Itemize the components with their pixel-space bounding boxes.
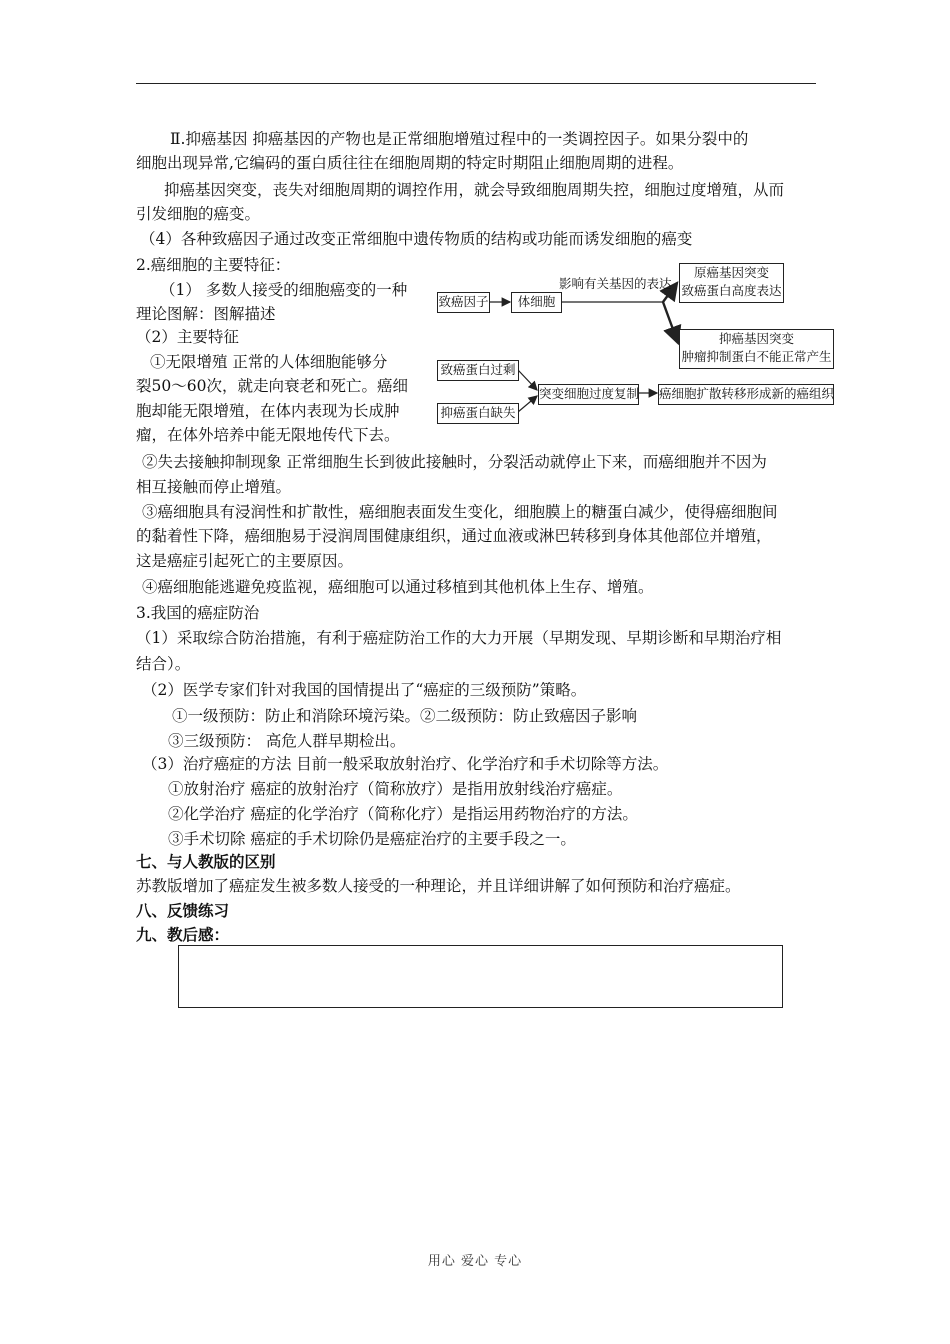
paragraph-theory-1: （1） 多数人接受的细胞癌变的一种 [160, 281, 408, 299]
feature-1-line-3: 胞却能无限增殖，在体内表现为长成肿 [136, 402, 400, 420]
feature-4: ④癌细胞能逃避免疫监视，癌细胞可以通过移植到其他机体上生存、增殖。 [142, 578, 654, 596]
feature-3-line-1: ③癌细胞具有浸润性和扩散性，癌细胞表面发生变化，细胞膜上的糖蛋白减少，使得癌细胞间 [142, 503, 778, 521]
feature-1-line-4: 瘤，在体外培养中能无限地传代下去。 [136, 426, 400, 444]
section-heading-prevention: 3.我国的癌症防治 [136, 604, 260, 622]
paragraph-suppressor-gene: Ⅱ.抑癌基因 抑癌基因的产物也是正常细胞增殖过程中的一类调控因子。如果分裂中的 [170, 130, 749, 148]
arrow-excess-to-mutant [518, 370, 537, 390]
paragraph-carcinogen-factors: （4）各种致癌因子通过改变正常细胞中遗传物质的结构或功能而诱发细胞的癌变 [140, 230, 693, 248]
feature-2-line-2: 相互接触而停止增殖。 [136, 478, 292, 496]
diagram-node-metastasis: 癌细胞扩散转移形成新的癌组织 [658, 384, 834, 405]
treatment-methods: （3）治疗癌症的方法 目前一般采取放射治疗、化学治疗和手术切除等方法。 [142, 755, 669, 773]
diagram-node-mutant-cell: 突变细胞过度复制 [538, 384, 639, 405]
diagram-node-excess-protein: 致癌蛋白过剩 [437, 360, 519, 381]
section-heading-9: 九、教后感： [136, 926, 230, 944]
arrow-to-suppressor [663, 302, 678, 343]
section-heading-cancer-features: 2.癌细胞的主要特征： [136, 256, 291, 274]
paragraph-suppressor-mutation: 抑癌基因突变，丧失对细胞周期的调控作用，就会导致细胞周期失控，细胞过度增殖，从而 [164, 181, 785, 199]
treatment-radiation: ①放射治疗 癌症的放射治疗（简称放疗）是指用放射线治疗癌症。 [168, 780, 623, 798]
oncogene-line-2: 致癌蛋白高度表达 [681, 283, 782, 298]
feature-2-line-1: ②失去接触抑制现象 正常细胞生长到彼此接触时，分裂活动就停止下来，而癌细胞并不因为 [142, 453, 767, 471]
feature-1-line-1: ①无限增殖 正常的人体细胞能够分 [150, 353, 388, 371]
treatment-chemo: ②化学治疗 癌症的化学治疗（简称化疗）是指运用药物治疗的方法。 [168, 805, 638, 823]
oncogene-line-1: 原癌基因突变 [693, 265, 769, 280]
diagram-node-carcinogen: 致癌因子 [437, 292, 490, 313]
prevention-levels-2: ③三级预防： 高危人群早期检出。 [168, 732, 406, 750]
prevention-2: （2）医学专家们针对我国的国情提出了“癌症的三级预防”策略。 [142, 681, 587, 699]
prevention-1-line-1: （1）采取综合防治措施，有利于癌症防治工作的大力开展（早期发现、早期诊断和早期治疗相 [136, 629, 782, 647]
paragraph-differences: 苏教版增加了癌症发生被多数人接受的一种理论，并且详细讲解了如何预防和治疗癌症。 [136, 877, 741, 895]
paragraph-suppressor-gene-cont: 细胞出现异常,它编码的蛋白质往往在细胞周期的特定时期阻止细胞周期的进程。 [136, 154, 684, 172]
treatment-surgery: ③手术切除 癌症的手术切除仍是癌症治疗的主要手段之一。 [168, 830, 576, 848]
prevention-levels-1: ①一级预防：防止和消除环境污染。②二级预防：防止致癌因子影响 [172, 707, 638, 725]
suppressor-line-1: 抑癌基因突变 [718, 331, 794, 346]
paragraph-suppressor-mutation-cont: 引发细胞的癌变。 [136, 205, 261, 223]
feature-3-line-3: 这是癌症引起死亡的主要原因。 [136, 552, 354, 570]
diagram-node-oncogene [679, 263, 784, 303]
feature-3-line-2: 的黏着性下降，癌细胞易于浸润周围健康组织，通过血液或淋巴转移到身体其他部位并增殖， [136, 527, 772, 545]
diagram-node-body-cell: 体细胞 [511, 292, 562, 313]
paragraph-theory-2: 理论图解：图解描述 [136, 305, 276, 323]
reflection-box[interactable] [178, 945, 783, 1008]
feature-1-line-2: 裂50～60次，就走向衰老和死亡。癌细 [136, 377, 408, 395]
arrow-missing-to-mutant [518, 396, 537, 412]
diagram-node-suppressor [679, 329, 834, 369]
section-heading-8: 八、反馈练习 [136, 902, 230, 920]
section-heading-7: 七、与人教版的区别 [136, 853, 276, 871]
diagram-node-missing-protein: 抑癌蛋白缺失 [437, 403, 519, 424]
page-footer: 用心 爱心 专心 [427, 1254, 523, 1269]
prevention-1-line-2: 结合）。 [136, 655, 191, 673]
diagram-label-affect: 影响有关基因的表达 [559, 276, 672, 291]
suppressor-line-2: 肿瘤抑制蛋白不能正常产生 [681, 349, 832, 364]
subheading-main-features: （2）主要特征 [136, 328, 239, 346]
